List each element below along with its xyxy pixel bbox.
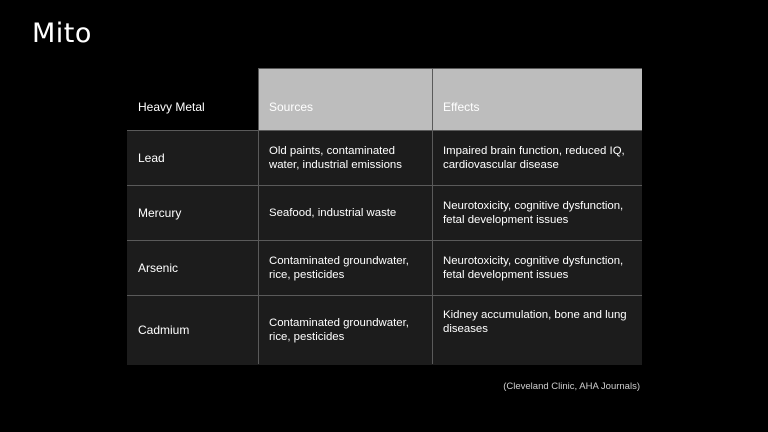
header-effects: Effects	[433, 69, 642, 131]
sources-cell: Contaminated groundwater, rice, pesticides	[259, 241, 433, 296]
mito-logo: Mito	[32, 18, 92, 49]
header-heavy-metal: Heavy Metal	[128, 69, 259, 131]
heavy-metals-table	[127, 68, 642, 365]
metal-name-cell: Cadmium	[128, 296, 259, 365]
metal-name-cell: Mercury	[128, 186, 259, 241]
table-row	[128, 186, 642, 241]
table-row	[128, 296, 642, 365]
header-sources: Sources	[259, 69, 433, 131]
metal-name-cell: Arsenic	[128, 241, 259, 296]
effects-cell: Neurotoxicity, cognitive dysfunction, fetal development issues	[433, 241, 642, 296]
table-header-row	[128, 69, 642, 131]
effects-cell: Kidney accumulation, bone and lung diseases	[433, 296, 642, 365]
sources-cell: Old paints, contaminated water, industrial emissions	[259, 131, 433, 186]
effects-cell: Neurotoxicity, cognitive dysfunction, fetal development issues	[433, 186, 642, 241]
sources-cell: Contaminated groundwater, rice, pesticides	[259, 296, 433, 365]
table-row	[128, 241, 642, 296]
sources-cell: Seafood, industrial waste	[259, 186, 433, 241]
metal-name-cell: Lead	[128, 131, 259, 186]
effects-cell: Impaired brain function, reduced IQ, cardiovascular disease	[433, 131, 642, 186]
source-citation: (Cleveland Clinic, AHA Journals)	[503, 381, 640, 392]
table-row	[128, 131, 642, 186]
